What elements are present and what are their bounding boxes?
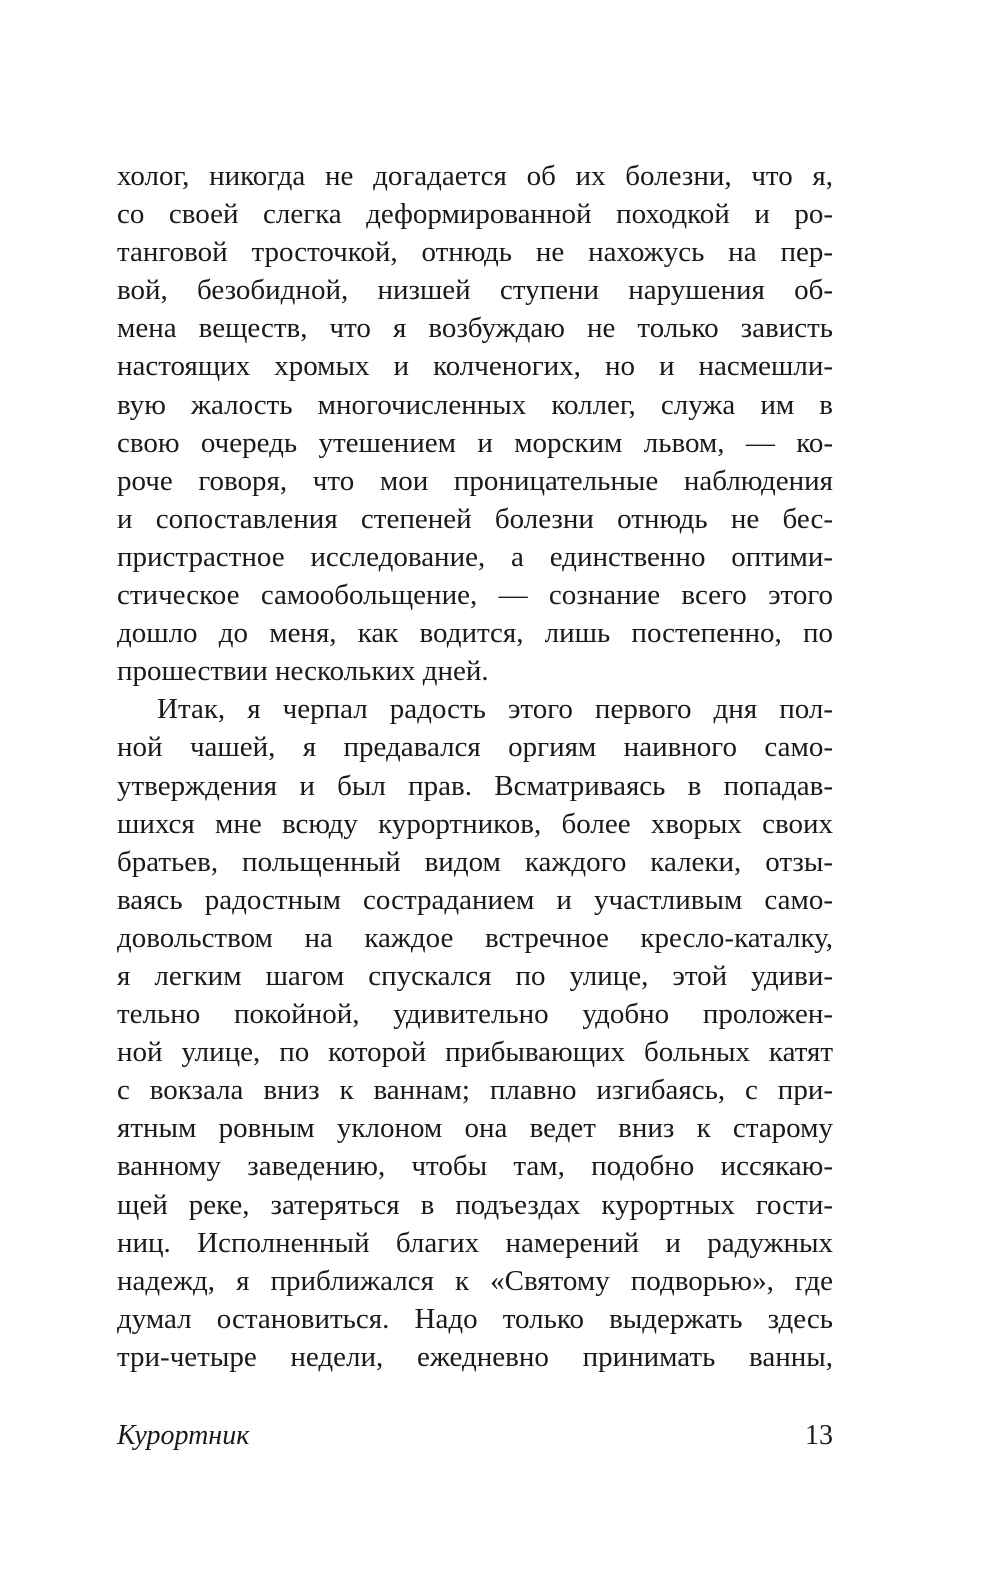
text-line: довольством на каждое встречное кресло-каталку,: [117, 921, 833, 954]
text-line: ной чашей, я предавался оргиям наивного само-: [117, 731, 833, 764]
text-line: и сопоставления степеней болезни отнюдь не бес-: [117, 502, 833, 535]
text-line: утверждения и был прав. Всматриваясь в попадав-: [117, 769, 833, 802]
page-footer: [117, 1416, 833, 1456]
text-line: свою очередь утешением и морским львом, — ко-: [117, 426, 833, 459]
text-line: танговой тросточкой, отнюдь не нахожусь на пер-: [117, 236, 833, 269]
text-line: ваясь радостным состраданием и участливым само-: [117, 883, 833, 916]
text-line: ной улице, по которой прибывающих больных катят: [117, 1036, 833, 1069]
text-line: думал остановиться. Надо только выдержать здесь: [117, 1302, 833, 1335]
text-line: щей реке, затеряться в подъездах курортных гости-: [117, 1188, 833, 1221]
text-line: вую жалость многочисленных коллег, служа им в: [117, 388, 833, 421]
page-body: [117, 157, 833, 1376]
paragraph-2: [117, 690, 833, 1376]
running-title: Курортник: [117, 1420, 250, 1451]
text-line: вой, безобидной, низшей ступени нарушения об-: [117, 274, 833, 307]
page-number: 13: [805, 1420, 833, 1451]
text-line: ванному заведению, чтобы там, подобно иссякаю-: [117, 1150, 833, 1183]
text-line: братьев, польщенный видом каждого калеки, отзы-: [117, 845, 833, 878]
text-line: тельно покойной, удивительно удобно проложен-: [117, 998, 833, 1031]
text-line: шихся мне всюду курортников, более хворых своих: [117, 807, 833, 840]
text-line: пристрастное исследование, а единственно оптими-: [117, 540, 833, 573]
text-line: ниц. Исполненный благих намерений и радужных: [117, 1226, 833, 1259]
text-line: три-четыре недели, ежедневно принимать ванны,: [117, 1340, 833, 1373]
paragraph-1: [117, 157, 833, 690]
text-line: стическое самообольщение, — сознание всего этого: [117, 579, 833, 612]
text-line: холог, никогда не догадается об их болезни, что я,: [117, 160, 833, 192]
text-line: с вокзала вниз к ваннам; плавно изгибаясь, с при-: [117, 1074, 833, 1107]
text-line: прошествии нескольких дней.: [117, 655, 489, 688]
text-line: я легким шагом спускался по улице, этой удиви-: [117, 959, 833, 992]
text-line: Итак, я черпал радость этого первого дня пол-: [157, 693, 833, 726]
text-line: ятным ровным уклоном она ведет вниз к старому: [117, 1112, 833, 1145]
text-line: роче говоря, что мои проницательные наблюдения: [117, 464, 833, 497]
text-line: со своей слегка деформированной походкой и ро-: [117, 198, 833, 231]
text-line: дошло до меня, как водится, лишь постепенно, по: [117, 617, 833, 650]
text-line: мена веществ, что я возбуждаю не только зависть: [117, 312, 833, 345]
text-line: надежд, я приближался к «Святому подворью», где: [117, 1264, 833, 1297]
text-line: настоящих хромых и колченогих, но и насмешли-: [117, 350, 833, 383]
